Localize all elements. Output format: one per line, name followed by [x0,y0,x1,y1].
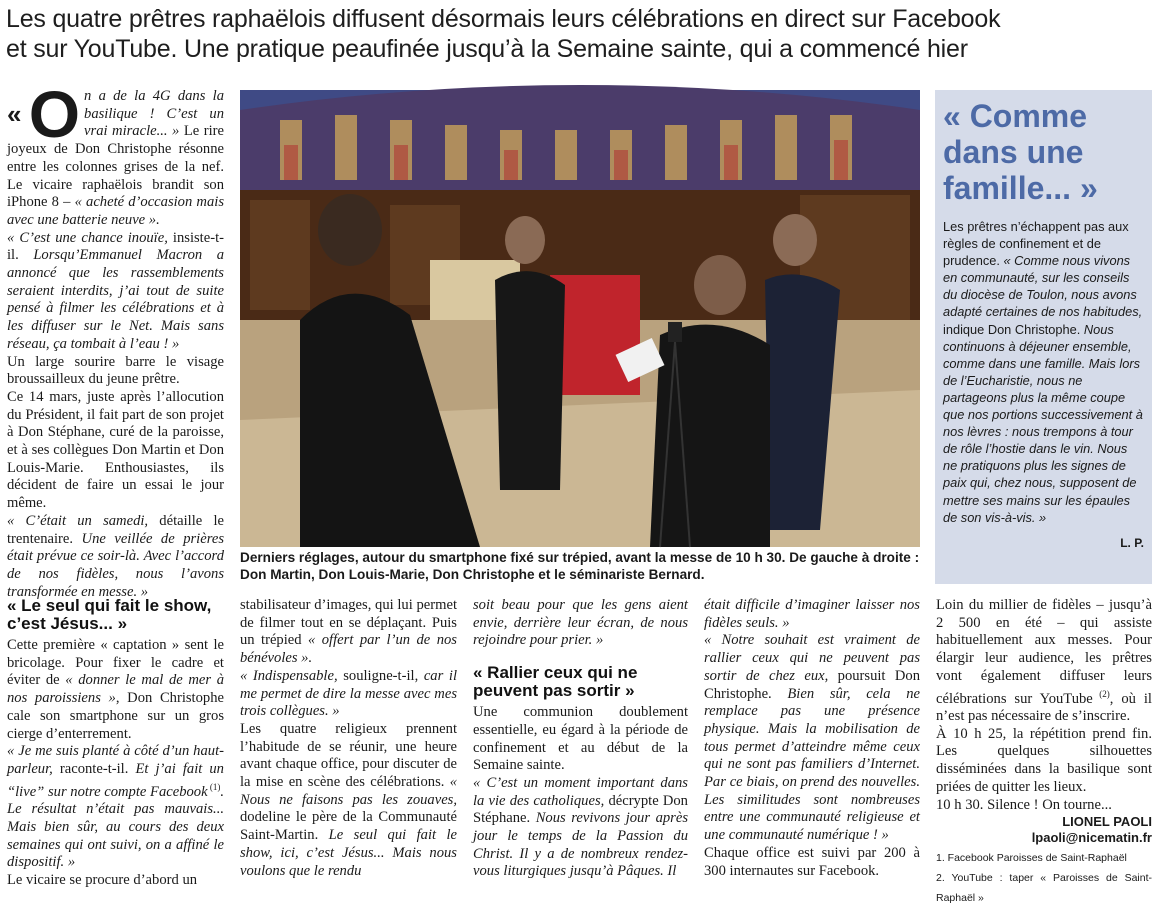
footnotes [936,848,1152,908]
lead-paragraph: « O n a de la 4G dans la basilique ! C’est un vrai miracle... » Le rire joyeux de Don Christophe résonne entre les colonnes grises de la nef. Le vicaire raphaëlois brandit son iPhone 8 – « acheté d’occasion mais avec une batterie neuve ». [7,77,224,228]
article-column-3 [473,597,688,881]
paragraph: Un large sourire barre le visage broussailleux du jeune prêtre. [7,353,224,388]
paragraph: était difficile d’imaginer laisser nos fidèles seuls. » [704,597,920,631]
article-column-2 [240,597,457,880]
paragraph: Loin du millier de fidèles – jusqu’à 2 500 en été – qui assiste habituellement aux messes. Pour élargir leur audience, les prêtres vont également diffuser leurs célébrations sur YouTube $^{(2)}$, où il n’est pas nécessaire de s’inscrire. [936,597,1152,725]
article-column-1-lower [7,597,224,890]
paragraph: Les quatre religieux prennent l’habitude de se réunir, une heure avant chaque office, pour discuter de la mise en scène des célébrations. « Nous ne faisons pas les zouaves, dodeline le père de la Communauté Saint-Martin. Le seul qui fait le show, ici, c’est Jésus... Mais nous voulons que le rendu [240,720,457,879]
headline-line-2: et sur YouTube. Une pratique peaufinée jusqu’à la Semaine sainte, qui a commencé hier [6,35,968,63]
paragraph: Ce 14 mars, juste après l’allocution du Président, il fait part de son projet à Don Stéphane, curé de la paroisse, et à ses collègues Don Martin et Don Louis-Marie. Enthousiastes, ils décident de faire un essai le jour même. [7,388,224,512]
subheading-jesus: « Le seul qui fait le show, c’est Jésus... » [7,596,212,633]
paragraph: Le vicaire se procure d’abord un [7,872,198,888]
paragraph: 10 h 30. Silence ! On tourne... [936,796,1112,813]
paragraph: À 10 h 25, la répétition prend fin. Les quelques silhouettes disséminées dans la basilique sont priées de quitter les lieux. [936,725,1152,795]
sidebar-title: « Comme dans une famille... » [943,98,1098,206]
sidebar-signature: L. P. [1120,535,1144,550]
paragraph: Chaque office est suivi par 200 à 300 internautes sur Facebook. [704,844,920,879]
paragraph: « Je me suis planté à côté d’un haut-parleur, raconte-t-il. Et j’ai fait un “live” sur notre compte Facebook $^{(1)}$. Le résultat n’était pas mauvais... Mais bien sûr, au cours des deux semaines qui ont suivi, on a affiné le dispositif. » [7,743,224,871]
article-column-5 [936,597,1152,908]
paragraph: Cette première « captation » sent le bricolage. Pour fixer le cadre et éviter de « donner le mal de mer à nos paroissiens », Don Christophe cale son smartphone sur un gros cierge d’enterrement. [7,637,224,742]
footnote-1: 1. Facebook Paroisses de Saint-Raphaël [936,852,1127,865]
footnote-2: 2. YouTube : taper « Paroisses de Saint-Raphaël » [936,872,1152,905]
headline-line-1: Les quatre prêtres raphaëlois diffusent désormais leurs célébrations en direct sur Facebook [6,5,1001,33]
paragraph: « Notre souhait est vraiment de rallier ceux qui ne peuvent pas sortir de chez eux, poursuit Don Christophe. Bien sûr, cela ne remplace pas une présence physique. Mais la mobilisation de tous permet d’atteindre même ceux qui ne sont pas familiers d’Internet. Par ce biais, on prend des nouvelles. Les similitudes sont nombreuses entre une communauté religieuse et une communauté numérique ! » [704,632,921,844]
paragraph: soit beau pour que les gens aient envie, derrière leur écran, de nous rejoindre pour prier. » [473,597,688,649]
paragraph: « C’est un moment important dans la vie des catholiques, décrypte Don Stéphane. Nous revivons jour après jour le temps de la Passion du Christ. Il y a de nombreux rendez-vous liturgiques jusqu’à Pâques. Il [473,774,689,880]
paragraph: stabilisateur d’images, qui lui permet de filmer tout en se déplaçant. Puis un trépied « offert par l’un de nos bénévoles ». [240,597,457,667]
subheading-rallier: « Rallier ceux qui ne peuvent pas sortir » [473,663,638,701]
sidebar-box [935,90,1152,584]
priests-photo-illustration [240,90,920,547]
article-column-4 [704,597,920,880]
article-column-1 [7,77,225,601]
author-email[interactable]: lpaoli@nicematin.fr [1031,830,1152,846]
author-name: LIONEL PAOLI [1062,814,1152,830]
photo-caption: Derniers réglages, autour du smartphone fixé sur trépied, avant la messe de 10 h 30. De gauche à droite : Don Martin, Don Louis-Marie, Don Christophe et le séminariste Bernard. [240,550,920,582]
drop-cap: « O [7,77,81,151]
paragraph: « C’était un samedi, détaille le trentenaire. Une veillée de prières était prévue ce soir-là. Avec l’accord de nos fidèles, nous l’avons transformée en messe. » [7,512,224,600]
headline [6,4,1156,64]
paragraph: « C’est une chance inouïe, insiste-t-il. Lorsqu’Emmanuel Macron a annoncé que les rassemblements seraient interdits, j’ai tout de suite pensé à filmer les célébrations et à les diffuser sur le Net. Mais sans réseau, ça tombait à l’eau ! » [7,229,225,352]
paragraph: « Indispensable, souligne-t-il, car il me permet de dire la messe avec mes trois collègues. » [240,667,457,720]
article-photo [240,90,920,547]
paragraph: Une communion doublement essentielle, eu égard à la période de confinement et au début de la Semaine sainte. [473,704,688,774]
sidebar-body: Les prêtres n’échappent pas aux règles de confinement et de prudence. « Comme nous vivons en communauté, sur les conseils du diocèse de Toulon, nous avons adapté certaines de nos habitudes, indique Don Christophe. Nous continuons à déjeuner ensemble, comme dans une famille. Mais lors de l’Eucharistie, nous ne partageons plus la même coupe que nos portions successivement à nos lèvres : nous trempons à tour de rôle l’hostie dans le vin. Nous ne pratiquons plus les signes de paix qui, chez nous, supposent de mettre ses mains sur les épaules de son vis-à-vis. » [943,219,1143,525]
